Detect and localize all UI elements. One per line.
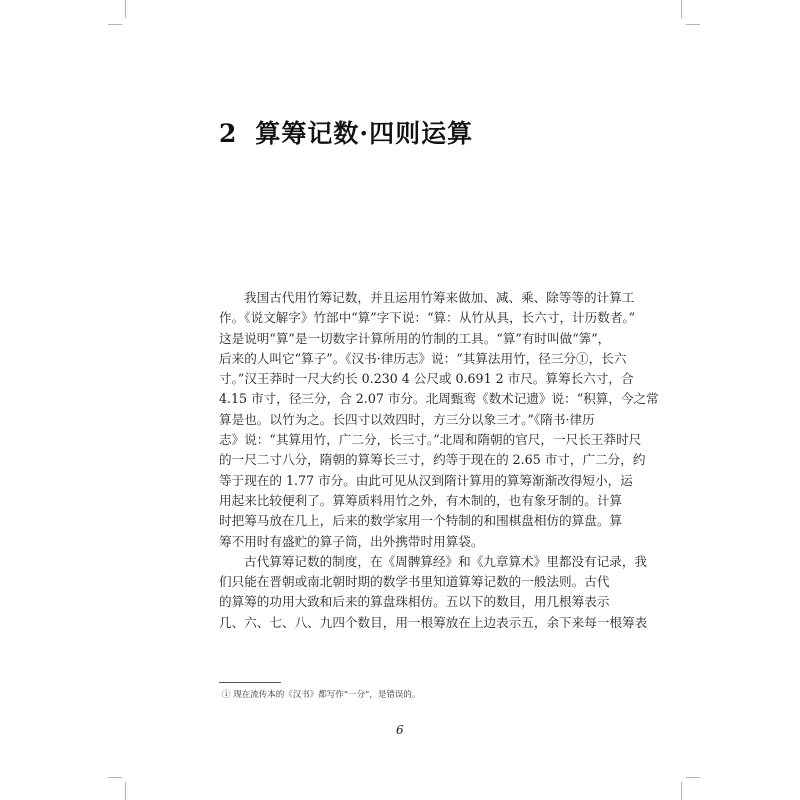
crop-mark: [108, 24, 122, 25]
footnote-rule: [219, 682, 281, 683]
crop-mark: [125, 0, 126, 18]
crop-mark: [681, 0, 682, 18]
text-line: 算是也。以竹为之。长四寸以效四时，方三分以象三才。”《隋书·律历: [219, 411, 595, 427]
crop-mark: [108, 777, 122, 778]
text-line: 的一尺二寸八分，隋朝的算筹长三寸，约等于现在的 2.65 市寸，广二分，约: [219, 452, 646, 468]
crop-mark: [686, 777, 700, 778]
page-number: 6: [396, 723, 404, 737]
crop-mark: [125, 782, 126, 800]
text-line: 等于现在的 1.77 市分。由此可见从汉到隋计算用的算筹渐渐改得短小，运: [219, 472, 633, 488]
chapter-heading: [219, 114, 473, 150]
text-line: 作。《说文解字》竹部中“算”字下说：“算：从竹从具，长六寸，计历数者。”: [219, 310, 636, 326]
chapter-title: 算筹记数·四则运算: [255, 119, 474, 148]
crop-mark: [681, 782, 682, 800]
chapter-number: 2: [219, 119, 238, 148]
text-line: 后来的人叫它“算子”。《汉书·律历志》说：“其算法用竹，径三分①，长六: [219, 350, 627, 366]
text-line: 我国古代用竹筹记数，并且运用竹筹来做加、减、乘、除等等的计算工: [244, 290, 635, 305]
text-line: 用起来比较便利了。算筹质料用竹之外，有木制的，也有象牙制的。计算: [219, 492, 622, 508]
body-text: [219, 288, 659, 633]
text-line: 们只能在晋朝或南北朝时期的数学书里知道算筹记数的一般法则。古代: [219, 574, 610, 590]
text-line: 4.15 市寸，径三分，合 2.07 市分。北周甄鸾《数术记遗》说：“积算，今之常: [219, 391, 659, 407]
text-line: 筹不用时有盛贮的算子筒，出外携带时用算袋。: [219, 533, 484, 549]
text-line: 志》说：“其算用竹，广二分，长三寸。”北周和隋朝的官尺，一尺长王莽时尺: [219, 432, 642, 448]
crop-mark: [686, 24, 700, 25]
footnote: ① 现在流传本的《汉书》都写作“一分”，是错误的。: [222, 690, 421, 700]
text-line: 的算筹的功用大致和后来的算盘珠相仿。五以下的数目，用几根筹表示: [219, 594, 610, 610]
text-line: 这是说明“算”是一切数字计算所用的竹制的工具。“算”有时叫做“筭”，: [219, 330, 611, 346]
text-line: 古代算筹记数的制度，在《周髀算经》和《九章算术》里都没有记录，我: [244, 553, 647, 569]
text-line: 寸。”汉王莽时一尺大约长 0.230 4 公尺或 0.691 2 市尺。算筹长六寸，合: [219, 371, 634, 387]
text-line: 几、六、七、八、九四个数目，用一根筹放在上边表示五，余下来每一根筹表: [219, 614, 648, 630]
text-line: 时把筹马放在几上，后来的数学家用一个特制的和围棋盘相仿的算盘。算: [219, 513, 622, 529]
